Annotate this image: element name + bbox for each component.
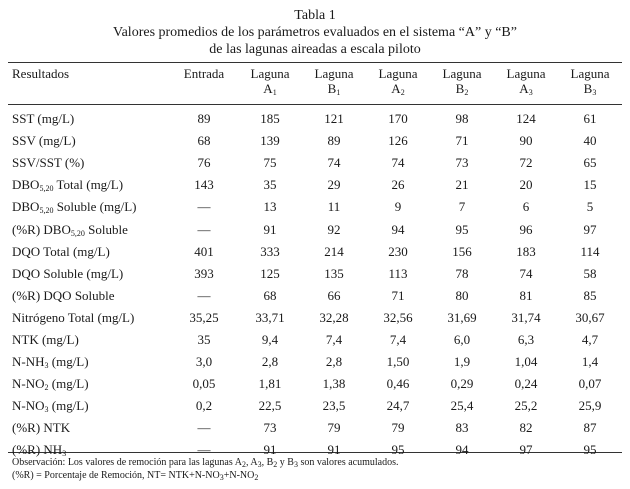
row-label	[8, 329, 170, 351]
table-cell: 96	[519, 221, 533, 237]
table-row	[8, 285, 622, 307]
note-subscript: 2	[241, 460, 246, 469]
row-label-text: Nitrógeno Total (mg/L)	[12, 309, 135, 325]
table-cell: 98	[455, 111, 469, 127]
table-cell: 79	[391, 420, 405, 436]
column-header-lagoon: B	[583, 81, 593, 96]
table-cell: 91	[327, 442, 341, 458]
table-cell: 1,9	[453, 354, 471, 370]
table-cell: 11	[327, 199, 341, 215]
table-cell: 0,46	[386, 376, 410, 392]
table-cell: 65	[583, 155, 597, 171]
table-cell: 94	[455, 442, 469, 458]
column-header	[170, 66, 238, 108]
table-row	[8, 174, 622, 196]
table-cell: 124	[516, 111, 536, 127]
table-cell: 83	[455, 420, 469, 436]
table-cell: 35	[263, 177, 277, 193]
table-cell: 66	[327, 287, 341, 303]
table-caption-line-1: Valores promedios de los parámetros evaluados en el sistema “A” y “B”	[113, 25, 517, 40]
table-cell: 79	[327, 420, 341, 436]
results-table	[8, 66, 622, 462]
table-cell: 135	[324, 265, 344, 281]
table-cell: 92	[327, 221, 341, 237]
table-cell: 94	[391, 221, 405, 237]
table-cell: 95	[391, 442, 405, 458]
row-label	[8, 417, 170, 439]
table-cell: 214	[324, 243, 344, 259]
table-cell: 0,29	[450, 376, 474, 392]
note-text: y B	[277, 457, 294, 468]
column-header-subscript: 1	[336, 88, 341, 97]
table-cell: 121	[324, 111, 344, 127]
row-label-text: SSV (mg/L)	[12, 133, 76, 149]
table-cell: 183	[516, 243, 536, 259]
column-header-lagoon: B	[455, 81, 465, 96]
row-label	[8, 152, 170, 174]
row-label-text: N-NO	[12, 398, 45, 414]
column-header	[558, 66, 622, 108]
row-label-text: N-NO	[12, 376, 45, 392]
table-header-row	[8, 66, 622, 108]
table-cell: 401	[194, 243, 214, 259]
column-header-text: Laguna	[506, 66, 546, 81]
note-subscript: 2	[254, 473, 259, 482]
table-cell: 74	[327, 155, 341, 171]
table-cell: 13	[263, 199, 277, 215]
note-text: , B	[261, 457, 274, 468]
row-label-text: NTK (mg/L)	[12, 331, 79, 347]
row-label-text: SST (mg/L)	[12, 111, 75, 127]
table-cell: —	[197, 442, 211, 458]
row-label-text: Total (mg/L)	[53, 177, 124, 193]
table-cell: —	[197, 199, 211, 215]
note-text: (%R) = Porcentaje de Remoción, NT= NTK+N-NO	[12, 470, 220, 481]
table-cell: 89	[327, 133, 341, 149]
table-cell: —	[197, 420, 211, 436]
column-header-lagoon: A	[519, 81, 529, 96]
table-cell: 75	[263, 155, 277, 171]
table-cell: 68	[197, 133, 211, 149]
table-label: Tabla 1	[294, 8, 336, 23]
table-row	[8, 351, 622, 373]
row-label-subscript: 3	[44, 361, 49, 371]
column-header-subscript: 2	[464, 88, 469, 97]
row-label	[8, 130, 170, 152]
table-cell: 31,74	[511, 309, 541, 325]
row-label	[8, 241, 170, 263]
row-label	[8, 373, 170, 395]
table-row	[8, 395, 622, 417]
row-label-text: (mg/L)	[48, 354, 89, 370]
table-cell: 33,71	[255, 309, 285, 325]
table-cell: —	[197, 221, 211, 237]
column-header-text: Laguna	[250, 66, 290, 81]
table-cell: 0,2	[195, 398, 213, 414]
column-header	[494, 66, 558, 108]
column-header-subscript: 1	[272, 88, 277, 97]
column-header-text: Resultados	[12, 66, 70, 81]
table-cell: 97	[519, 442, 533, 458]
column-header-text: Laguna	[442, 66, 482, 81]
table-cell: 32,28	[319, 309, 349, 325]
table-cell: 80	[455, 287, 469, 303]
table-row	[8, 307, 622, 329]
table-cell: 81	[519, 287, 533, 303]
table-cell: 58	[583, 265, 597, 281]
table-cell: 97	[583, 221, 597, 237]
table-notes	[12, 456, 399, 482]
row-label	[8, 395, 170, 417]
table-row	[8, 373, 622, 395]
table-cell: 156	[452, 243, 472, 259]
row-label	[8, 196, 170, 218]
column-header-subscript: 3	[592, 88, 597, 97]
table-cell: 333	[260, 243, 280, 259]
row-label	[8, 174, 170, 196]
table-cell: 73	[263, 420, 277, 436]
table-cell: 0,07	[578, 376, 602, 392]
table-cell: 87	[583, 420, 597, 436]
table-cell: 72	[519, 155, 533, 171]
row-label-text: Soluble (mg/L)	[53, 199, 137, 215]
row-label-subscript: 5,20	[39, 206, 54, 216]
row-label	[8, 218, 170, 240]
table-cell: 125	[260, 265, 280, 281]
row-label	[8, 108, 170, 130]
table-cell: 15	[583, 177, 597, 193]
row-label-subscript: 3	[62, 449, 67, 459]
table-cell: 2,8	[261, 354, 279, 370]
row-label-subscript: 5,20	[70, 228, 85, 238]
note-line	[12, 456, 399, 469]
row-label-text: (%R) NTK	[12, 420, 71, 436]
table-cell: 29	[327, 177, 341, 193]
row-label-text: (mg/L)	[48, 376, 89, 392]
row-label	[8, 263, 170, 285]
table-caption-line-2: de las lagunas aireadas a escala piloto	[209, 42, 421, 57]
table-cell: 7,4	[389, 331, 407, 347]
table-row	[8, 152, 622, 174]
column-header	[302, 66, 366, 108]
table-cell: 85	[583, 287, 597, 303]
table-cell: 3,0	[195, 354, 213, 370]
note-subscript: 3	[219, 473, 224, 482]
row-label	[8, 285, 170, 307]
row-label	[8, 307, 170, 329]
table-cell: 82	[519, 420, 533, 436]
table-cell: 0,05	[192, 376, 216, 392]
table-cell: 31,69	[447, 309, 477, 325]
note-text: , A	[245, 457, 258, 468]
table-cell: 68	[263, 287, 277, 303]
column-header-text: Laguna	[314, 66, 354, 81]
table-cell: 230	[388, 243, 408, 259]
table-cell: 1,38	[322, 376, 346, 392]
row-label-subscript: 5,20	[39, 184, 54, 194]
table-cell: 20	[519, 177, 533, 193]
note-subscript: 3	[257, 460, 262, 469]
table-row	[8, 130, 622, 152]
table-cell: 40	[583, 133, 597, 149]
table-cell: 25,9	[578, 398, 602, 414]
table-cell: 6,0	[453, 331, 471, 347]
table-row	[8, 263, 622, 285]
column-header-lagoon: A	[263, 81, 273, 96]
table-row	[8, 417, 622, 439]
column-header	[366, 66, 430, 108]
row-label-text: (%R) NH	[12, 442, 63, 458]
table-cell: 393	[194, 265, 214, 281]
table-cell: 7,4	[325, 331, 343, 347]
row-label-text: (%R) DBO	[12, 221, 71, 237]
table-cell: 25,4	[450, 398, 474, 414]
column-header-resultados	[8, 66, 170, 108]
table-cell: 90	[519, 133, 533, 149]
table-cell: 32,56	[383, 309, 413, 325]
table-cell: 74	[519, 265, 533, 281]
table-cell: 0,24	[514, 376, 538, 392]
row-label-text: DQO Soluble (mg/L)	[12, 265, 124, 281]
row-label-text: (%R) DQO Soluble	[12, 287, 115, 303]
row-label-text: Soluble	[84, 221, 128, 237]
table-cell: 185	[260, 111, 280, 127]
table-cell: 71	[455, 133, 469, 149]
table-cell: 1,04	[514, 354, 538, 370]
table-cell: 74	[391, 155, 405, 171]
table-cell: 91	[263, 442, 277, 458]
table-cell: 23,5	[322, 398, 346, 414]
table-cell: 5	[586, 199, 594, 215]
row-label	[8, 351, 170, 373]
table-cell: 2,8	[325, 354, 343, 370]
table-cell: 4,7	[581, 331, 599, 347]
table-cell: 26	[391, 177, 405, 193]
row-label-text: (mg/L)	[48, 398, 89, 414]
table-cell: 95	[583, 442, 597, 458]
table-cell: 126	[388, 133, 408, 149]
table-row	[8, 196, 622, 218]
table-cell: 22,5	[258, 398, 282, 414]
row-label-text: DBO	[12, 177, 40, 193]
table-cell: 24,7	[386, 398, 410, 414]
table-cell: 9	[394, 199, 402, 215]
table-cell: 143	[194, 177, 214, 193]
table-cell: 35	[197, 331, 211, 347]
table-cell: 78	[455, 265, 469, 281]
table-cell: 139	[260, 133, 280, 149]
column-header-subscript: 3	[528, 88, 533, 97]
note-subscript: 3	[293, 460, 298, 469]
table-cell: 95	[455, 221, 469, 237]
table-cell: —	[197, 287, 211, 303]
table-cell: 76	[197, 155, 211, 171]
table-cell: 6	[522, 199, 530, 215]
table-cell: 113	[388, 265, 408, 281]
row-label-text: SSV/SST (%)	[12, 155, 85, 171]
table-cell: 89	[197, 111, 211, 127]
column-header-lagoon: B	[327, 81, 337, 96]
row-label-text: DQO Total (mg/L)	[12, 243, 110, 259]
table-cell: 170	[388, 111, 408, 127]
table-cell: 1,4	[581, 354, 599, 370]
column-header	[430, 66, 494, 108]
column-header-subscript: 2	[400, 88, 405, 97]
column-header-text: Entrada	[183, 66, 225, 81]
table-cell: 35,25	[189, 309, 219, 325]
row-label-text: DBO	[12, 199, 40, 215]
column-header-text: Laguna	[570, 66, 610, 81]
table-cell: 25,2	[514, 398, 538, 414]
table-cell: 7	[458, 199, 466, 215]
table-cell: 1,81	[258, 376, 282, 392]
note-text: Observación: Los valores de remoción para las lagunas A	[12, 457, 242, 468]
note-subscript: 2	[273, 460, 278, 469]
table-cell: 1,50	[386, 354, 410, 370]
table-cell: 91	[263, 221, 277, 237]
table-cell: 71	[391, 287, 405, 303]
note-text: son valores acumulados.	[297, 457, 399, 468]
table-row	[8, 329, 622, 351]
table-cell: 114	[580, 243, 600, 259]
row-label-text: N-NH	[12, 354, 45, 370]
column-header-lagoon: A	[391, 81, 401, 96]
table-row	[8, 218, 622, 240]
row-label-subscript: 3	[44, 405, 49, 415]
table-cell: 73	[455, 155, 469, 171]
top-rule	[8, 62, 622, 63]
table-body	[8, 108, 622, 462]
column-header-text: Laguna	[378, 66, 418, 81]
table-row	[8, 108, 622, 130]
table-cell: 6,3	[517, 331, 535, 347]
table-cell: 61	[583, 111, 597, 127]
row-label-subscript: 2	[44, 383, 49, 393]
column-header	[238, 66, 302, 108]
table-cell: 21	[455, 177, 469, 193]
table-cell: 9,4	[261, 331, 279, 347]
table-row	[8, 241, 622, 263]
note-line	[12, 469, 399, 482]
note-text: +N-NO	[223, 470, 255, 481]
table-cell: 30,67	[575, 309, 605, 325]
